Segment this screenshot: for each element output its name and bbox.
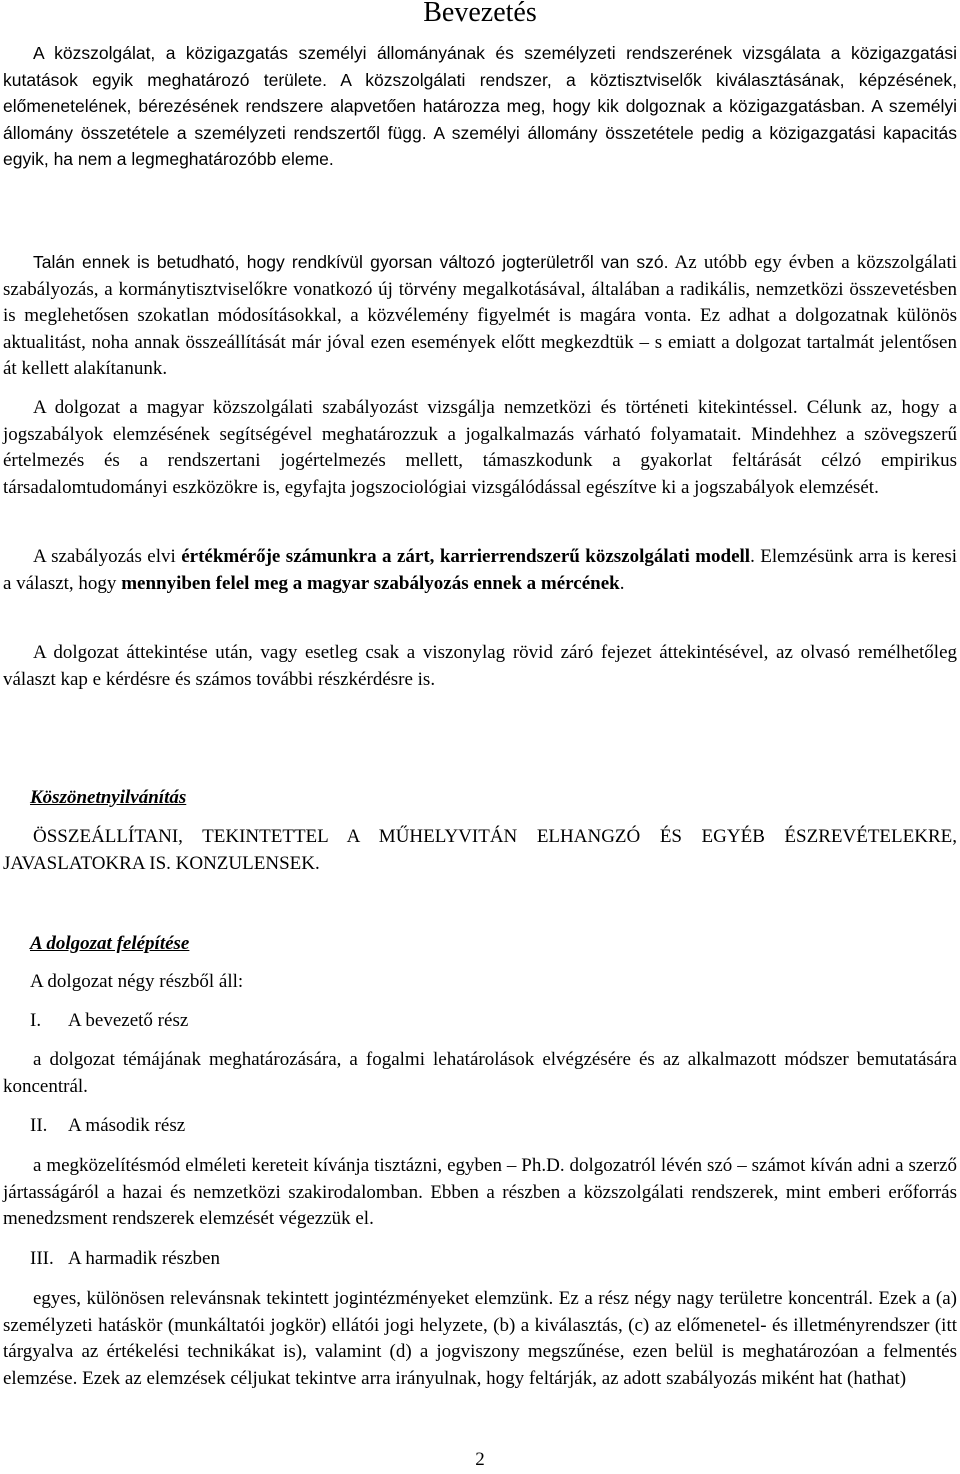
- acknowledgement-text: ÖSSZEÁLLÍTANI, TEKINTETTEL A MŰHELYVITÁN ELHANGZÓ ÉS EGYÉB ÉSZREVÉTELEKRE, JAVASLATOKRA IS. KONZULENSEK.: [3, 826, 957, 874]
- p4-text-c: . Elemzésünk arra is keresi a választ, hogy: [3, 546, 958, 594]
- structure-lead: A dolgozat négy részből áll:: [30, 971, 244, 992]
- part-2-label: A második rész: [68, 1115, 186, 1136]
- part-3-number: III.: [30, 1248, 54, 1269]
- acknowledgement-heading: Köszönetnyilvánítás: [30, 787, 187, 808]
- part-2-title: [30, 1113, 185, 1140]
- intro-paragraph-1: A közszolgálat, a közigazgatás személyi állományának és személyzeti rendszerének vizsgálata a közigazgatási kutatások egyik meghatározó területe. A közszolgálati rendszer, a köztisztviselők kiválasztásának, képzésének, előmenetelének, bérezésének rendszere alapvetően határozza meg, hogy kik dolgoznak a közigazgatásban. A személyi állomány összetétele a személyzeti rendszertől függ. A személyi állomány összetétele pedig a közigazgatási kapacitás egyik, ha nem a legmeghatározóbb eleme.: [3, 43, 957, 169]
- page-number: 2: [475, 1449, 485, 1470]
- part-2-text: a megközelítésmód elméleti kereteit kívánja tisztázni, egyben – Ph.D. dolgozatról lévén szó – számot kíván adni a szerző jártasságáról a hazai és nemzetközi szakirodalomban. Ebben a részben a közszolgálati rendszerek, mint emberi erőforrás menedzsment rendszerek elemzését végezzük el.: [3, 1155, 957, 1229]
- part-1-title: [30, 1008, 188, 1035]
- part-3-title: [30, 1246, 220, 1273]
- p4-text-e: .: [619, 572, 625, 594]
- intro-paragraph-4: [3, 544, 957, 597]
- intro-paragraph-2: [3, 249, 957, 383]
- part-1-number: I.: [30, 1010, 42, 1031]
- page-title: Bevezetés: [423, 0, 537, 28]
- p4-text-a: A szabályozás elvi: [33, 546, 182, 567]
- p4-bold-d: mennyiben felel meg a magyar szabályozás ennek a mércének: [121, 572, 620, 594]
- part-2-number: II.: [30, 1115, 48, 1136]
- structure-heading: A dolgozat felépítése: [30, 933, 190, 954]
- p4-bold-b: értékmérője számunkra a zárt, karrierrendszerű közszolgálati modell: [181, 546, 751, 567]
- intro-paragraph-3: A dolgozat a magyar közszolgálati szabályozást vizsgálja nemzetközi és történeti kitekintéssel. Célunk az, hogy a jogszabályok elemzésének segítségével meghatározzuk a jogalkalmazás várható folyamatait. Mindehhez a szövegszerű értelmezés és a rendszertani jogértelmezés mellett, támaszkodunk a gyakorlat feltárását célzó empirikus társadalomtudományi eszközökre is, egyfajta jogszociológiai vizsgálódással egészítve ki a jogszabályok elemzését.: [3, 397, 957, 498]
- intro-paragraph-2-body: Az utóbb egy évben a közszolgálati szabályozás, a kormánytisztviselőkre vonatkozó új törvény megalkotásával, általában a radikális, nemzetközi összevetésben is meglehetősen szokatlan módosításokkal, a közvélemény figyelmét is magára vonta. Ez adhat a dolgozatnak különös aktualitást, noha annak összeállítását már jóval ezen események előtt megkezdtük – s emiatt a dolgozat tartalmát jelentősen át kellett alakítanunk.: [3, 252, 958, 379]
- intro-paragraph-2-lead: Talán ennek is betudható, hogy rendkívül gyorsan változó jogterületről van szó.: [33, 252, 669, 272]
- part-3-text: egyes, különösen relevánsnak tekintett jogintézményeket elemzünk. Ez a rész négy nagy területre koncentrál. Ezek a (a) személyzeti hatáskör (munkáltatói jogkör) ellátói jogi helyzete, (b) a kiválasztás, (c) az előmenetel- és illetményrendszer (itt tárgyalva az értékelési technikákat is), valamint (d) a jogviszony megszűnése, ezen belül is meghatározóan a felmentés elemzése. Ezek az elemzések céljukat tekintve arra irányulnak, hogy feltárják, az adott szabályozás miként hat (hathat): [3, 1288, 957, 1389]
- part-3-label: A harmadik részben: [68, 1248, 220, 1269]
- intro-paragraph-5: A dolgozat áttekintése után, vagy esetleg csak a viszonylag rövid záró fejezet áttekintésével, az olvasó remélhetőleg választ kap e kérdésre és számos további részkérdésre is.: [3, 642, 957, 690]
- part-1-label: A bevezető rész: [68, 1010, 189, 1031]
- part-1-text: a dolgozat témájának meghatározására, a fogalmi lehatárolások elvégzésére és az alkalmazott módszer bemutatására koncentrál.: [3, 1049, 957, 1097]
